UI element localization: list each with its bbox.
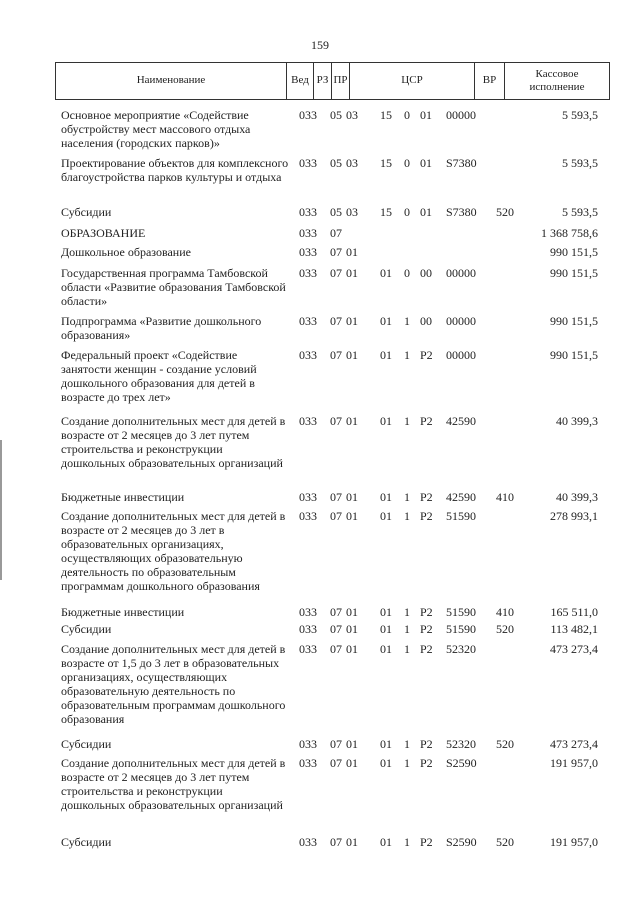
cell-c1: 01 — [380, 414, 392, 428]
cell-rz: 05 — [330, 205, 342, 219]
cell-pr: 01 — [346, 756, 358, 770]
cell-sum: 5 593,5 — [562, 156, 598, 170]
cell-c4: 51590 — [446, 622, 476, 636]
cell-sum: 473 273,4 — [550, 737, 598, 751]
cell-ved: 033 — [299, 490, 317, 504]
cell-sum: 191 957,0 — [550, 835, 598, 849]
cell-c1: 01 — [380, 266, 392, 280]
page-edge-mark — [0, 440, 2, 580]
cell-ved: 033 — [299, 156, 317, 170]
cell-vr: 520 — [496, 622, 514, 636]
cell-c1: 01 — [380, 622, 392, 636]
cell-c4: S2590 — [446, 835, 477, 849]
cell-sum: 278 993,1 — [550, 509, 598, 523]
cell-c4: 00000 — [446, 108, 476, 122]
cell-name: Проектирование объектов для комплексного благоустройства парков культуры и отдыха — [61, 156, 289, 184]
cell-c1: 01 — [380, 348, 392, 362]
cell-name: ОБРАЗОВАНИЕ — [61, 226, 146, 240]
cell-ved: 033 — [299, 605, 317, 619]
cell-name: Создание дополнительных мест для детей в возрасте от 2 месяцев до 3 лет в образовательных организациях, осуществляющих образовательную деятельность по образовательным программам дошкольного образования — [61, 509, 286, 593]
cell-sum: 990 151,5 — [550, 314, 598, 328]
cell-pr: 03 — [346, 108, 358, 122]
cell-c2: 1 — [404, 642, 410, 656]
cell-ved: 033 — [299, 756, 317, 770]
cell-c4: 51590 — [446, 509, 476, 523]
cell-c3: P2 — [420, 490, 433, 504]
cell-c2: 1 — [404, 835, 410, 849]
cell-sum: 5 593,5 — [562, 205, 598, 219]
cell-ved: 033 — [299, 266, 317, 280]
cell-c2: 1 — [404, 622, 410, 636]
cell-c4: 52320 — [446, 737, 476, 751]
cell-ved: 033 — [299, 108, 317, 122]
cell-pr: 01 — [346, 314, 358, 328]
cell-c3: P2 — [420, 756, 433, 770]
cell-pr: 01 — [346, 245, 358, 259]
cell-c3: P2 — [420, 835, 433, 849]
cell-name: Подпрограмма «Развитие дошкольного образования» — [61, 314, 262, 342]
header-name: Наименование — [56, 63, 287, 99]
cell-c2: 0 — [404, 266, 410, 280]
cell-ved: 033 — [299, 348, 317, 362]
cell-c4: S2590 — [446, 756, 477, 770]
cell-c2: 0 — [404, 108, 410, 122]
cell-c3: 00 — [420, 266, 432, 280]
cell-c1: 01 — [380, 509, 392, 523]
cell-ved: 033 — [299, 245, 317, 259]
cell-c1: 01 — [380, 605, 392, 619]
cell-rz: 07 — [330, 226, 342, 240]
cell-c3: P2 — [420, 348, 433, 362]
cell-pr: 01 — [346, 605, 358, 619]
cell-name: Дошкольное образование — [61, 245, 191, 259]
cell-sum: 1 368 758,6 — [541, 226, 598, 240]
cell-c2: 1 — [404, 509, 410, 523]
cell-c4: 51590 — [446, 605, 476, 619]
cell-rz: 07 — [330, 642, 342, 656]
cell-vr: 520 — [496, 205, 514, 219]
cell-c4: 00000 — [446, 314, 476, 328]
cell-ved: 033 — [299, 205, 317, 219]
cell-c2: 1 — [404, 737, 410, 751]
cell-sum: 40 399,3 — [556, 414, 598, 428]
cell-ved: 033 — [299, 314, 317, 328]
cell-c3: P2 — [420, 605, 433, 619]
cell-sum: 473 273,4 — [550, 642, 598, 656]
header-vr: ВР — [475, 63, 505, 99]
cell-name: Субсидии — [61, 737, 112, 751]
cell-c4: S7380 — [446, 156, 477, 170]
header-sum: Кассовое исполнение — [529, 67, 585, 93]
cell-vr: 520 — [496, 835, 514, 849]
cell-rz: 07 — [330, 266, 342, 280]
cell-name: Создание дополнительных мест для детей в возрасте от 2 месяцев до 3 лет путем строительства и реконструкции дошкольных образовательных организаций — [61, 414, 286, 470]
cell-rz: 07 — [330, 605, 342, 619]
cell-name: Субсидии — [61, 835, 112, 849]
cell-c4: 00000 — [446, 266, 476, 280]
cell-c3: P2 — [420, 509, 433, 523]
cell-ved: 033 — [299, 737, 317, 751]
header-ved: Вед — [287, 63, 314, 99]
cell-sum: 990 151,5 — [550, 266, 598, 280]
cell-pr: 01 — [346, 414, 358, 428]
cell-name: Федеральный проект «Содействие занятости женщин - создание условий дошкольного образования для детей в возрасте до трех лет» — [61, 348, 257, 404]
cell-rz: 07 — [330, 756, 342, 770]
header-pr: ПР — [332, 63, 350, 99]
cell-rz: 07 — [330, 509, 342, 523]
cell-ved: 033 — [299, 835, 317, 849]
cell-c4: S7380 — [446, 205, 477, 219]
cell-sum: 191 957,0 — [550, 756, 598, 770]
cell-vr: 410 — [496, 490, 514, 504]
cell-rz: 07 — [330, 622, 342, 636]
cell-rz: 07 — [330, 490, 342, 504]
cell-c4: 52320 — [446, 642, 476, 656]
cell-sum: 5 593,5 — [562, 108, 598, 122]
cell-rz: 07 — [330, 414, 342, 428]
cell-c2: 0 — [404, 205, 410, 219]
header-csr: ЦСР — [350, 63, 475, 99]
cell-c3: P2 — [420, 642, 433, 656]
cell-pr: 01 — [346, 642, 358, 656]
cell-vr: 410 — [496, 605, 514, 619]
cell-rz: 07 — [330, 245, 342, 259]
cell-name: Бюджетные инвестиции — [61, 605, 185, 619]
cell-c1: 01 — [380, 642, 392, 656]
cell-name: Субсидии — [61, 622, 112, 636]
cell-pr: 01 — [346, 348, 358, 362]
cell-name: Субсидии — [61, 205, 112, 219]
cell-pr: 01 — [346, 835, 358, 849]
cell-pr: 01 — [346, 509, 358, 523]
cell-name: Бюджетные инвестиции — [61, 490, 185, 504]
cell-c2: 1 — [404, 348, 410, 362]
cell-pr: 03 — [346, 205, 358, 219]
cell-name: Государственная программа Тамбовской области «Развитие образования Тамбовской области» — [61, 266, 286, 308]
cell-sum: 990 151,5 — [550, 245, 598, 259]
cell-c1: 15 — [380, 205, 392, 219]
cell-c2: 1 — [404, 490, 410, 504]
cell-vr: 520 — [496, 737, 514, 751]
page-number: 159 — [311, 38, 329, 52]
cell-c3: 01 — [420, 156, 432, 170]
cell-c2: 1 — [404, 756, 410, 770]
cell-name: Создание дополнительных мест для детей в возрасте от 1,5 до 3 лет в образовательных организациях, осуществляющих образовательную деятельность по образовательным программам дошкольного образования — [61, 642, 286, 726]
cell-c4: 42590 — [446, 414, 476, 428]
cell-c3: 01 — [420, 108, 432, 122]
cell-sum: 113 482,1 — [550, 622, 598, 636]
cell-name: Создание дополнительных мест для детей в возрасте от 2 месяцев до 3 лет путем строительства и реконструкции дошкольных образовательных организаций — [61, 756, 286, 812]
cell-c3: 01 — [420, 205, 432, 219]
cell-c2: 1 — [404, 314, 410, 328]
cell-c2: 0 — [404, 156, 410, 170]
cell-c2: 1 — [404, 414, 410, 428]
cell-c1: 01 — [380, 490, 392, 504]
table-header — [55, 62, 610, 100]
cell-ved: 033 — [299, 414, 317, 428]
cell-c1: 01 — [380, 835, 392, 849]
cell-rz: 07 — [330, 737, 342, 751]
cell-sum: 40 399,3 — [556, 490, 598, 504]
cell-c2: 1 — [404, 605, 410, 619]
cell-rz: 07 — [330, 835, 342, 849]
cell-c1: 01 — [380, 737, 392, 751]
cell-c1: 15 — [380, 108, 392, 122]
cell-rz: 07 — [330, 348, 342, 362]
cell-pr: 01 — [346, 622, 358, 636]
header-rz: РЗ — [314, 63, 332, 99]
cell-pr: 03 — [346, 156, 358, 170]
cell-pr: 01 — [346, 266, 358, 280]
cell-c3: P2 — [420, 414, 433, 428]
cell-c4: 42590 — [446, 490, 476, 504]
cell-pr: 01 — [346, 490, 358, 504]
cell-rz: 07 — [330, 314, 342, 328]
cell-rz: 05 — [330, 108, 342, 122]
cell-c1: 15 — [380, 156, 392, 170]
cell-ved: 033 — [299, 622, 317, 636]
cell-c3: 00 — [420, 314, 432, 328]
cell-c1: 01 — [380, 756, 392, 770]
cell-ved: 033 — [299, 226, 317, 240]
cell-rz: 05 — [330, 156, 342, 170]
cell-name: Основное мероприятие «Содействие обустройству мест массового отдыха населения (городских парков)» — [61, 108, 251, 150]
cell-ved: 033 — [299, 509, 317, 523]
cell-sum: 165 511,0 — [550, 605, 598, 619]
cell-c3: P2 — [420, 737, 433, 751]
cell-ved: 033 — [299, 642, 317, 656]
cell-pr: 01 — [346, 737, 358, 751]
cell-c1: 01 — [380, 314, 392, 328]
cell-c4: 00000 — [446, 348, 476, 362]
cell-c3: P2 — [420, 622, 433, 636]
cell-sum: 990 151,5 — [550, 348, 598, 362]
